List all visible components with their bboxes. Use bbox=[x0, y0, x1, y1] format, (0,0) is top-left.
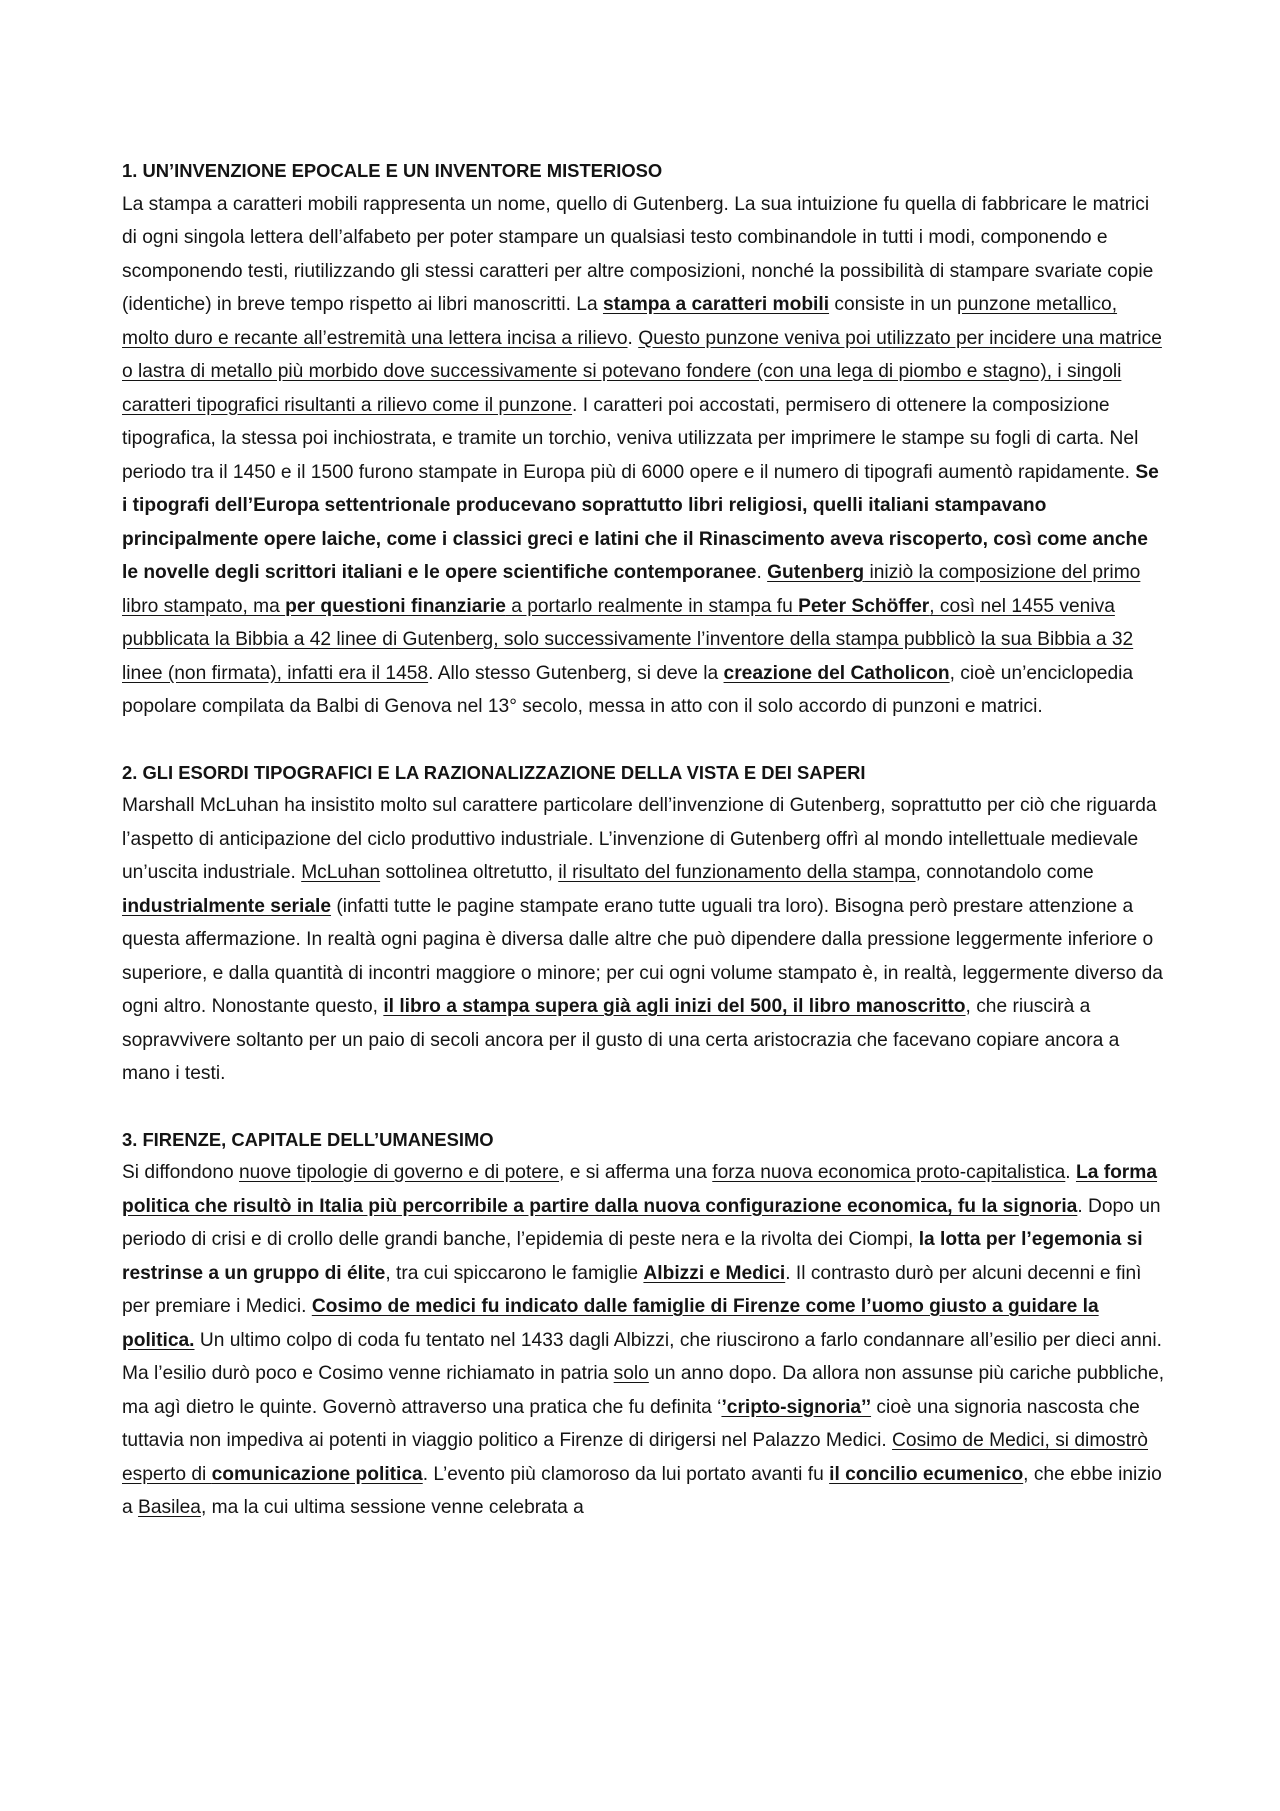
bold-text-run: Se i tipografi dell’Europa settentrionale producevano soprattutto libri religiosi, quelli italiani stampavano principalmente opere laiche, come i classici greci e latini che il Rinascimento aveva riscoperto, così come anche le novelle degli scrittori italiani e le opere scientifiche contemporanee bbox=[122, 461, 1159, 583]
bold-text-run: la lotta per l’egemonia si restrinse a un gruppo di élite bbox=[122, 1229, 1143, 1284]
bold-underlined-text-run: Gutenberg bbox=[767, 562, 865, 583]
underlined-text-run: Cosimo de Medici, si dimostrò esperto di bbox=[122, 1430, 1148, 1485]
bold-underlined-text-run: Cosimo de medici fu indicato dalle famiglie di Firenze come l’uomo giusto a guidare la politica. bbox=[122, 1296, 1099, 1351]
section-2-heading: 2. GLI ESORDI TIPOGRAFICI E LA RAZIONALIZZAZIONE DELLA VISTA E DEI SAPERI bbox=[122, 761, 866, 783]
section-3-heading: 3. FIRENZE, CAPITALE DELL’UMANESIMO bbox=[122, 1128, 494, 1150]
text-run: . bbox=[756, 562, 768, 583]
text-run: , che ebbe inizio a bbox=[122, 1463, 1162, 1518]
text-run: . bbox=[1065, 1162, 1076, 1183]
section-3-paragraph bbox=[122, 1156, 1167, 1525]
bold-underlined-text-run: il concilio ecumenico bbox=[829, 1463, 1024, 1485]
text-run: , tra cui spiccarono le famiglie bbox=[385, 1262, 644, 1284]
text-run: . L’evento più clamoroso da lui portato avanti fu bbox=[422, 1463, 830, 1485]
text-run: . Il contrasto durò per alcuni decenni e finì per premiare i Medici. bbox=[122, 1262, 1142, 1317]
underlined-text-run: Basilea bbox=[138, 1497, 201, 1518]
text-run: , connotandolo come bbox=[915, 862, 1094, 883]
section-2-paragraph bbox=[122, 789, 1167, 1091]
bold-underlined-text-run: La forma politica che risultò in Italia più percorribile a partire dalla nuova configurazione economica, fu la signoria bbox=[122, 1162, 1158, 1217]
underlined-text-run: punzone metallico, molto duro e recante all’estremità una lettera incisa a rilievo bbox=[122, 294, 1118, 349]
text-run: . Dopo un periodo di crisi e di crollo delle grandi banche, l’epidemia di peste nera e la rivolta dei Ciompi, bbox=[122, 1195, 1161, 1250]
text-run: (infatti tutte le pagine stampate erano tutte uguali tra loro). Bisogna però prestare attenzione a questa affermazione. In realtà ogni pagina è diversa dalle altre che può dipendere dalla pressione leggermente inferiore o superiore, e dalla quantità di incontri maggiore o minore; per cui ogni volume stampato è, in realtà, leggermente diverso da ogni altro. Nonostante questo, bbox=[122, 895, 1163, 1017]
underlined-text-run: , così nel 1455 veniva pubblicata la Bibbia a 42 linee di Gutenberg, solo successivamente l’inventore della stampa pubblicò la sua Bibbia a 32 linee (non firmata), infatti era il 1458 bbox=[122, 595, 1134, 684]
text-run: cioè una signoria nascosta che tuttavia non impediva ai potenti in viaggio politico a Firenze di dirigersi nel Palazzo Medici. bbox=[122, 1396, 1140, 1451]
text-run: , ma la cui ultima sessione venne celebrata a bbox=[200, 1497, 584, 1518]
section-2 bbox=[122, 756, 1167, 1091]
text-run: La stampa a caratteri mobili rappresenta un nome, quello di Gutenberg. La sua intuizione fu quella di fabbricare le matrici di ogni singola lettera dell’alfabeto per poter stampare un qualsiasi testo combinandole in tutti i modi, componendo e scomponendo testi, riutilizzando gli stessi caratteri per altre composizioni, nonché la possibilità di stampare svariate copie (identiche) in breve tempo rispetto ai libri manoscritti. La bbox=[122, 193, 1154, 315]
text-run: un anno dopo. Da allora non assunse più cariche pubbliche, ma agì dietro le quinte. Governò attraverso una pratica che fu definita ‘ bbox=[122, 1363, 1165, 1418]
underlined-text-run: il risultato del funzionamento della stampa bbox=[558, 862, 916, 883]
underlined-text-run: nuove tipologie di governo e di potere bbox=[239, 1162, 560, 1183]
underlined-text-run: forza nuova economica proto-capitalistica bbox=[712, 1162, 1066, 1183]
underlined-text-run: iniziò la composizione del primo libro stampato, ma bbox=[122, 562, 1141, 617]
text-run: , che riuscirà a sopravvivere soltanto per un paio di secoli ancora per il gusto di una certa aristocrazia che facevano copiare ancora a mano i testi. bbox=[122, 996, 1120, 1084]
text-run: Marshall McLuhan ha insistito molto sul carattere particolare dell’invenzione di Gutenberg, soprattutto per ciò che riguarda l’aspetto di anticipazione del ciclo produttivo industriale. L’invenzione di Gutenberg offrì al mondo intellettuale medievale un’uscita industriale. bbox=[122, 795, 1157, 883]
text-run: Un ultimo colpo di coda fu tentato nel 1433 dagli Albizzi, che riuscirono a farlo condannare all’esilio per dieci anni. Ma l’esilio durò poco e Cosimo venne richiamato in patria bbox=[122, 1329, 1162, 1384]
text-run: . Allo stesso Gutenberg, si deve la bbox=[428, 662, 724, 684]
bold-underlined-text-run: ’cripto-signoria’’ bbox=[721, 1396, 872, 1418]
section-1-heading: 1. UN’INVENZIONE EPOCALE E UN INVENTORE MISTERIOSO bbox=[122, 160, 663, 181]
bold-underlined-text-run: comunicazione politica bbox=[211, 1463, 423, 1485]
text-run: , e si afferma una bbox=[559, 1162, 713, 1183]
bold-underlined-text-run: industrialmente seriale bbox=[122, 895, 332, 917]
section-3 bbox=[122, 1123, 1167, 1525]
bold-underlined-text-run: creazione del Catholicon bbox=[723, 662, 950, 684]
underlined-text-run: a portarlo realmente in stampa fu bbox=[505, 595, 799, 617]
bold-underlined-text-run: Peter Schöffer bbox=[798, 595, 930, 617]
section-1 bbox=[122, 154, 1167, 724]
document-body bbox=[122, 154, 1167, 1557]
text-run: . I caratteri poi accostati, permisero di ottenere la composizione tipografica, la stessa poi inchiostrata, e tramite un torchio, veniva utilizzata per imprimere le stampe su fogli di carta. Nel periodo tra il 1450 e il 1500 furono stampate in Europa più di 6000 opere e il numero di tipografi aumentò rapidamente. bbox=[122, 394, 1139, 483]
bold-underlined-text-run: per questioni finanziarie bbox=[285, 595, 506, 617]
bold-underlined-text-run: il libro a stampa supera già agli inizi del 500, il libro manoscritto bbox=[383, 996, 966, 1017]
text-run: sottolinea oltretutto, bbox=[380, 862, 559, 883]
text-run: , cioè un’enciclopedia popolare compilata da Balbi di Genova nel 13° secolo, messa in atto con il solo accordo di punzoni e matrici. bbox=[122, 662, 1134, 717]
underlined-text-run: McLuhan bbox=[301, 862, 381, 883]
section-1-paragraph bbox=[122, 188, 1167, 724]
text-run: . bbox=[627, 327, 639, 349]
text-run: consiste in un bbox=[829, 294, 958, 315]
text-run: Si diffondono bbox=[122, 1162, 239, 1183]
bold-underlined-text-run: Albizzi e Medici bbox=[643, 1262, 786, 1284]
underlined-text-run: solo bbox=[613, 1363, 649, 1384]
underlined-text-run: Questo punzone veniva poi utilizzato per incidere una matrice o lastra di metallo più morbido dove successivamente si potevano fondere (con una lega di piombo e stagno), i singoli caratteri tipografici risultanti a rilievo come il punzone bbox=[122, 327, 1162, 416]
bold-underlined-text-run: stampa a caratteri mobili bbox=[602, 294, 830, 315]
